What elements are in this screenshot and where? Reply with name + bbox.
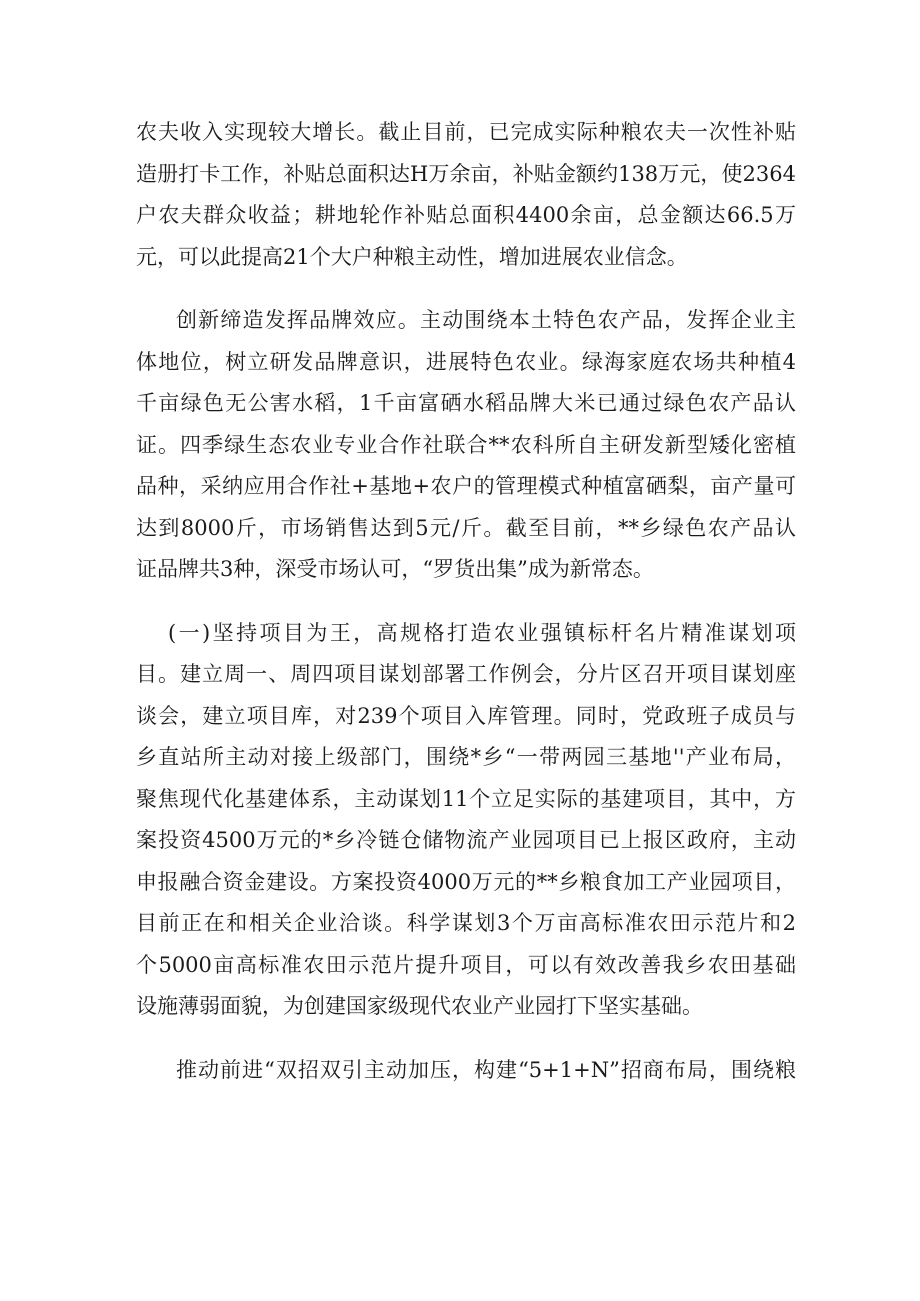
text-line: 推动前进“双招双引主动加压，构建“5+1+N”招商布局，围绕粮 [176, 1057, 796, 1082]
text-line: 创新缔造发挥品牌效应。主动围绕本土特色农产品，发挥企业主 [176, 308, 796, 332]
text-line: 聚焦现代化基建体系，主动谋划11个立足实际的基建项目，其中，方 [136, 786, 796, 811]
text-line: 户农夫群众收益；耕地轮作补贴总面积4400余亩，总金额达66.5万 [136, 203, 796, 227]
text-line: 申报融合资金建设。方案投资4000万元的**乡粮食加工产业园项目， [136, 869, 796, 894]
text-line: 谈会，建立项目库，对239个项目入库管理。同时，党政班子成员与 [136, 703, 796, 728]
text-line: 目前正在和相关企业洽谈。科学谋划3个万亩高标准农田示范片和2 [136, 911, 796, 935]
text-line: 体地位，树立研发品牌意识，进展特色农业。绿海家庭农场共种植4 [136, 349, 796, 374]
paragraph-investment [136, 1050, 796, 1092]
text-line: 目。建立周一、周四项目谋划部署工作例会，分片区召开项目谋划座 [136, 662, 796, 686]
text-line: 千亩绿色无公害水稻，1千亩富硒水稻品牌大米已通过绿色农产品认 [136, 391, 796, 415]
text-line: 乡直站所主动对接上级部门，围绕*乡“一带两园三基地''产业布局， [136, 745, 796, 769]
document-body [136, 112, 796, 1091]
paragraph-farmer-income [136, 112, 796, 278]
paragraph-projects [136, 613, 796, 1028]
text-line: 证品牌共3种，深受市场认可，“罗货出集”成为新常态。 [136, 557, 654, 581]
text-line: 证。四季绿生态农业专业合作社联合**农科所自主研发新型矮化密植 [136, 432, 796, 457]
text-line: (一)坚持项目为王，高规格打造农业强镇标杆名片精准谋划项 [168, 620, 796, 645]
text-line: 造册打卡工作，补贴总面积达H万余亩，补贴金额约138万元，使2364 [136, 161, 796, 186]
text-line: 达到8000斤，市场销售达到5元/斤。截至目前，**乡绿色农产品认 [136, 515, 796, 540]
text-line: 案投资4500万元的*乡冷链仓储物流产业园项目已上报区政府，主动 [136, 828, 796, 852]
paragraph-brand-effect [136, 300, 796, 591]
text-line: 元，可以此提高21个大户种粮主动性，增加进展农业信念。 [136, 244, 688, 269]
text-line: 品种，采纳应用合作社+基地+农户的管理模式种植富硒梨，亩产量可 [136, 474, 796, 498]
text-line: 个5000亩高标准农田示范片提升项目，可以有效改善我乡农田基础 [136, 952, 796, 977]
text-line: 农夫收入实现较大增长。截止目前，已完成实际种粮农夫一次性补贴 [136, 120, 796, 144]
text-line: 设施薄弱面貌，为创建国家级现代农业产业园打下坚实基础。 [136, 994, 703, 1018]
